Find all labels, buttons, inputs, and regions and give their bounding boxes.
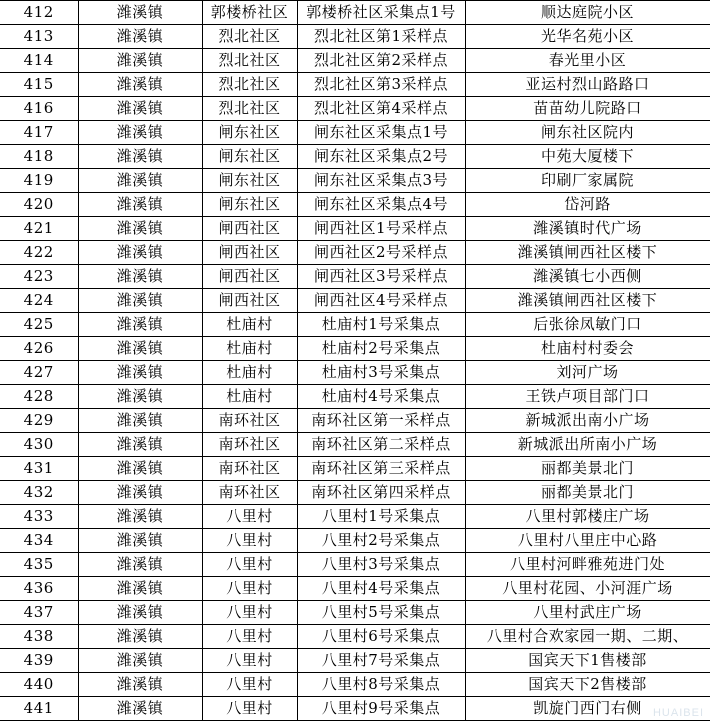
sampling-point-cell: 八里村5号采集点 bbox=[297, 601, 465, 625]
table-row bbox=[0, 97, 710, 121]
town-cell: 潍溪镇 bbox=[78, 697, 202, 721]
address-cell: 春光里小区 bbox=[465, 49, 710, 73]
community-cell: 杜庙村 bbox=[202, 361, 297, 385]
address-cell: 杜庙村村委会 bbox=[465, 337, 710, 361]
community-cell: 闸西社区 bbox=[202, 289, 297, 313]
row-number-cell: 423 bbox=[0, 265, 78, 289]
address-cell: 潍溪镇闸西社区楼下 bbox=[465, 241, 710, 265]
sampling-point-cell: 八里村9号采集点 bbox=[297, 697, 465, 721]
sampling-point-cell: 杜庙村2号采集点 bbox=[297, 337, 465, 361]
sampling-point-cell: 八里村1号采集点 bbox=[297, 505, 465, 529]
town-cell: 潍溪镇 bbox=[78, 601, 202, 625]
community-cell: 八里村 bbox=[202, 505, 297, 529]
community-cell: 八里村 bbox=[202, 673, 297, 697]
row-number-cell: 440 bbox=[0, 673, 78, 697]
sampling-point-cell: 八里村7号采集点 bbox=[297, 649, 465, 673]
sampling-point-cell: 八里村4号采集点 bbox=[297, 577, 465, 601]
sampling-point-cell: 南环社区第二采样点 bbox=[297, 433, 465, 457]
town-cell: 潍溪镇 bbox=[78, 1, 202, 25]
table-row bbox=[0, 481, 710, 505]
community-cell: 烈北社区 bbox=[202, 49, 297, 73]
community-cell: 闸西社区 bbox=[202, 217, 297, 241]
community-cell: 烈北社区 bbox=[202, 97, 297, 121]
sampling-point-cell: 闸东社区采集点3号 bbox=[297, 169, 465, 193]
address-cell: 八里村武庄广场 bbox=[465, 601, 710, 625]
address-cell: 八里村郭楼庄广场 bbox=[465, 505, 710, 529]
address-cell: 新城派出南小广场 bbox=[465, 409, 710, 433]
table-row bbox=[0, 625, 710, 649]
sampling-point-cell: 闸西社区2号采样点 bbox=[297, 241, 465, 265]
row-number-cell: 433 bbox=[0, 505, 78, 529]
address-cell: 国宾天下2售楼部 bbox=[465, 673, 710, 697]
community-cell: 八里村 bbox=[202, 601, 297, 625]
town-cell: 潍溪镇 bbox=[78, 385, 202, 409]
row-number-cell: 431 bbox=[0, 457, 78, 481]
community-cell: 南环社区 bbox=[202, 457, 297, 481]
address-cell: 后张徐凤敏门口 bbox=[465, 313, 710, 337]
town-cell: 潍溪镇 bbox=[78, 73, 202, 97]
table-row bbox=[0, 313, 710, 337]
town-cell: 潍溪镇 bbox=[78, 505, 202, 529]
table-row bbox=[0, 673, 710, 697]
row-number-cell: 427 bbox=[0, 361, 78, 385]
address-cell: 凯旋门西门右侧 bbox=[465, 697, 710, 721]
town-cell: 潍溪镇 bbox=[78, 97, 202, 121]
community-cell: 闸西社区 bbox=[202, 265, 297, 289]
address-cell: 丽都美景北门 bbox=[465, 481, 710, 505]
table-row bbox=[0, 601, 710, 625]
address-cell: 潍溪镇时代广场 bbox=[465, 217, 710, 241]
community-cell: 南环社区 bbox=[202, 433, 297, 457]
town-cell: 潍溪镇 bbox=[78, 337, 202, 361]
community-cell: 闸东社区 bbox=[202, 145, 297, 169]
town-cell: 潍溪镇 bbox=[78, 217, 202, 241]
row-number-cell: 430 bbox=[0, 433, 78, 457]
table-row bbox=[0, 577, 710, 601]
row-number-cell: 420 bbox=[0, 193, 78, 217]
community-cell: 八里村 bbox=[202, 625, 297, 649]
table-row bbox=[0, 529, 710, 553]
sampling-point-cell: 闸西社区3号采样点 bbox=[297, 265, 465, 289]
town-cell: 潍溪镇 bbox=[78, 457, 202, 481]
address-cell: 潍溪镇闸西社区楼下 bbox=[465, 289, 710, 313]
community-cell: 闸东社区 bbox=[202, 193, 297, 217]
sampling-point-cell: 南环社区第一采样点 bbox=[297, 409, 465, 433]
town-cell: 潍溪镇 bbox=[78, 673, 202, 697]
table-row bbox=[0, 121, 710, 145]
address-cell: 顺达庭院小区 bbox=[465, 1, 710, 25]
table-row bbox=[0, 553, 710, 577]
table-row bbox=[0, 649, 710, 673]
address-cell: 中苑大厦楼下 bbox=[465, 145, 710, 169]
community-cell: 八里村 bbox=[202, 649, 297, 673]
community-cell: 杜庙村 bbox=[202, 337, 297, 361]
address-cell: 新城派出所南小广场 bbox=[465, 433, 710, 457]
sampling-point-cell: 八里村3号采集点 bbox=[297, 553, 465, 577]
community-cell: 闸东社区 bbox=[202, 121, 297, 145]
town-cell: 潍溪镇 bbox=[78, 49, 202, 73]
table-row bbox=[0, 73, 710, 97]
community-cell: 郭楼桥社区 bbox=[202, 1, 297, 25]
table-row bbox=[0, 457, 710, 481]
address-cell: 王铁卢项目部门口 bbox=[465, 385, 710, 409]
sampling-point-cell: 杜庙村3号采集点 bbox=[297, 361, 465, 385]
row-number-cell: 417 bbox=[0, 121, 78, 145]
row-number-cell: 424 bbox=[0, 289, 78, 313]
address-cell: 丽都美景北门 bbox=[465, 457, 710, 481]
sampling-point-cell: 烈北社区第1采样点 bbox=[297, 25, 465, 49]
row-number-cell: 436 bbox=[0, 577, 78, 601]
community-cell: 烈北社区 bbox=[202, 73, 297, 97]
town-cell: 潍溪镇 bbox=[78, 25, 202, 49]
sampling-point-cell: 八里村6号采集点 bbox=[297, 625, 465, 649]
address-cell: 八里村花园、小河涯广场 bbox=[465, 577, 710, 601]
sampling-point-cell: 南环社区第四采样点 bbox=[297, 481, 465, 505]
sampling-point-cell: 八里村8号采集点 bbox=[297, 673, 465, 697]
sampling-point-cell: 闸东社区采集点1号 bbox=[297, 121, 465, 145]
table-row bbox=[0, 241, 710, 265]
sampling-point-cell: 郭楼桥社区采集点1号 bbox=[297, 1, 465, 25]
table-row bbox=[0, 265, 710, 289]
address-cell: 岱河路 bbox=[465, 193, 710, 217]
row-number-cell: 413 bbox=[0, 25, 78, 49]
table-row bbox=[0, 361, 710, 385]
row-number-cell: 419 bbox=[0, 169, 78, 193]
row-number-cell: 438 bbox=[0, 625, 78, 649]
table-row bbox=[0, 505, 710, 529]
sampling-point-cell: 烈北社区第4采样点 bbox=[297, 97, 465, 121]
row-number-cell: 416 bbox=[0, 97, 78, 121]
table-row bbox=[0, 289, 710, 313]
community-cell: 闸东社区 bbox=[202, 169, 297, 193]
town-cell: 潍溪镇 bbox=[78, 529, 202, 553]
table-row bbox=[0, 25, 710, 49]
community-cell: 八里村 bbox=[202, 577, 297, 601]
sampling-point-cell: 闸西社区4号采样点 bbox=[297, 289, 465, 313]
sampling-point-cell: 八里村2号采集点 bbox=[297, 529, 465, 553]
row-number-cell: 428 bbox=[0, 385, 78, 409]
table-row bbox=[0, 697, 710, 721]
table-row bbox=[0, 1, 710, 25]
address-cell: 闸东社区院内 bbox=[465, 121, 710, 145]
address-cell: 八里村河畔雅苑进门处 bbox=[465, 553, 710, 577]
row-number-cell: 426 bbox=[0, 337, 78, 361]
address-cell: 国宾天下1售楼部 bbox=[465, 649, 710, 673]
row-number-cell: 432 bbox=[0, 481, 78, 505]
row-number-cell: 414 bbox=[0, 49, 78, 73]
community-cell: 八里村 bbox=[202, 529, 297, 553]
town-cell: 潍溪镇 bbox=[78, 121, 202, 145]
community-cell: 八里村 bbox=[202, 553, 297, 577]
town-cell: 潍溪镇 bbox=[78, 265, 202, 289]
address-cell: 亚运村烈山路路口 bbox=[465, 73, 710, 97]
sampling-point-cell: 闸西社区1号采样点 bbox=[297, 217, 465, 241]
table-row bbox=[0, 385, 710, 409]
address-cell: 光华名苑小区 bbox=[465, 25, 710, 49]
town-cell: 潍溪镇 bbox=[78, 553, 202, 577]
town-cell: 潍溪镇 bbox=[78, 577, 202, 601]
table-row bbox=[0, 145, 710, 169]
town-cell: 潍溪镇 bbox=[78, 145, 202, 169]
table-row bbox=[0, 409, 710, 433]
table-row bbox=[0, 337, 710, 361]
table-row bbox=[0, 217, 710, 241]
table-row bbox=[0, 49, 710, 73]
address-cell: 八里村合欢家园一期、二期、 bbox=[465, 625, 710, 649]
row-number-cell: 434 bbox=[0, 529, 78, 553]
row-number-cell: 437 bbox=[0, 601, 78, 625]
town-cell: 潍溪镇 bbox=[78, 625, 202, 649]
community-cell: 烈北社区 bbox=[202, 25, 297, 49]
row-number-cell: 441 bbox=[0, 697, 78, 721]
sampling-point-cell: 杜庙村4号采集点 bbox=[297, 385, 465, 409]
town-cell: 潍溪镇 bbox=[78, 313, 202, 337]
address-cell: 苗苗幼儿院路口 bbox=[465, 97, 710, 121]
community-cell: 闸西社区 bbox=[202, 241, 297, 265]
row-number-cell: 425 bbox=[0, 313, 78, 337]
row-number-cell: 429 bbox=[0, 409, 78, 433]
row-number-cell: 415 bbox=[0, 73, 78, 97]
sampling-point-cell: 烈北社区第2采样点 bbox=[297, 49, 465, 73]
community-cell: 南环社区 bbox=[202, 481, 297, 505]
row-number-cell: 418 bbox=[0, 145, 78, 169]
table-row bbox=[0, 169, 710, 193]
sampling-point-cell: 烈北社区第3采样点 bbox=[297, 73, 465, 97]
town-cell: 潍溪镇 bbox=[78, 193, 202, 217]
row-number-cell: 422 bbox=[0, 241, 78, 265]
table-row bbox=[0, 193, 710, 217]
town-cell: 潍溪镇 bbox=[78, 289, 202, 313]
town-cell: 潍溪镇 bbox=[78, 409, 202, 433]
sampling-point-cell: 南环社区第三采样点 bbox=[297, 457, 465, 481]
sampling-point-cell: 闸东社区采集点2号 bbox=[297, 145, 465, 169]
address-cell: 八里村八里庄中心路 bbox=[465, 529, 710, 553]
town-cell: 潍溪镇 bbox=[78, 649, 202, 673]
address-cell: 刘河广场 bbox=[465, 361, 710, 385]
town-cell: 潍溪镇 bbox=[78, 481, 202, 505]
address-cell: 印刷厂家属院 bbox=[465, 169, 710, 193]
town-cell: 潍溪镇 bbox=[78, 169, 202, 193]
community-cell: 杜庙村 bbox=[202, 385, 297, 409]
town-cell: 潍溪镇 bbox=[78, 361, 202, 385]
sampling-point-cell: 闸东社区采集点4号 bbox=[297, 193, 465, 217]
watermark: HUAIBEI bbox=[652, 707, 704, 719]
row-number-cell: 439 bbox=[0, 649, 78, 673]
table-row bbox=[0, 433, 710, 457]
town-cell: 潍溪镇 bbox=[78, 241, 202, 265]
community-cell: 杜庙村 bbox=[202, 313, 297, 337]
row-number-cell: 421 bbox=[0, 217, 78, 241]
row-number-cell: 435 bbox=[0, 553, 78, 577]
table-body bbox=[0, 1, 710, 721]
address-cell: 潍溪镇七小西侧 bbox=[465, 265, 710, 289]
sampling-point-cell: 杜庙村1号采集点 bbox=[297, 313, 465, 337]
community-cell: 南环社区 bbox=[202, 409, 297, 433]
town-cell: 潍溪镇 bbox=[78, 433, 202, 457]
row-number-cell: 412 bbox=[0, 1, 78, 25]
community-cell: 八里村 bbox=[202, 697, 297, 721]
